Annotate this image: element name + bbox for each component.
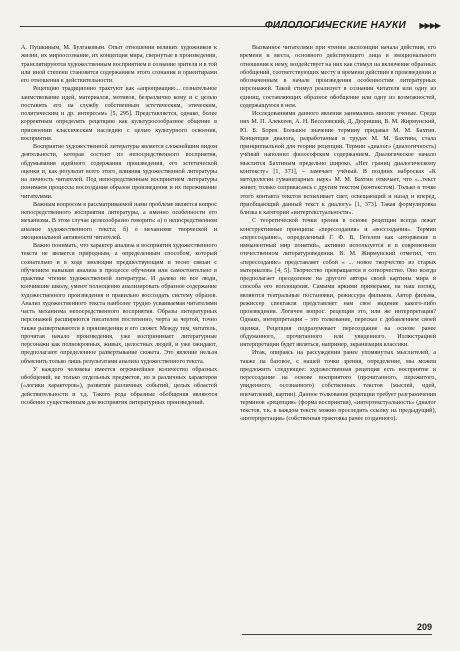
running-header <box>20 20 440 32</box>
paragraph: С теоретической точки зрения в основе рецепции всегда лежат конструктивные принципы «пересоздания» и «воссоздания». Термин «пересоздание», определенный Г. Ф. В. Гегелем как «вторжение в имманентный мир понятий», активно используется и в современном отечественном литературоведении. В. М. Жирмунский отметил, что «пересоздание» представляет собой « ... новое творчество из старых материалов» [4, 5]. Творчество превращается в сотворчество. Оно всегда предполагает преодоление на другого автора своей картины мира и способа его воплощения. Самыми яркими примерами, на наш взгляд, являются театральные постановки, режиссура фильмов. Автор фильма, режиссер спектакля представляет нам свое видение какого-либо произведения. Логичен вопрос: рецепция это, или же интерпретация? Однако, интерпретация – это толкование, пересказ с добавлением своей оценки. Рецепция подразумевает пересоздание на основе ранее обдуманного, прочитанного или увиденного. Иллюстрацией интерпретации будет являться, например, экранизация классики. <box>240 218 436 348</box>
left-column <box>21 44 217 604</box>
paragraph: Исследованиями данного явления занимались многие ученые. Среди них М. П. Алексеев, А. Н. Веселовский, Д. Дюришин, В. М. Жирмунский, Ю. Б. Борев. Большое значение термину придавал М. М. Бахтин. Концепция диалога, разработанная в трудах М. М. Бахтина, стала принципиальной для теории рецепции. Термин «диалог» (диалогичность) учёный наполнил философским содержанием. Диалогическое начало мыслится Бахтиным предельно широко. «Нет границ диалогическому контексту» [1, 371], – замечает учёный. В поздних набросках «К методологии гуманитарных наук» М. М. Бахтин отмечает, что «...текст живет, только соприкасаясь с другим текстом (контекстом). Только в точке этого контакта текстов вспыхивает свет, освещающий и назад и вперед, приобщающий данный текст к диалогу» [1, 373]. Такая формулировка близка к категории «интертекстуальности». <box>240 111 436 216</box>
page-number: 209 <box>416 622 432 632</box>
footer-rule <box>242 634 432 635</box>
paragraph: Вызванное читателями при чтении экспозиции начала действия, его времени и места, основного действующего лица и эмоционального отношения к нему, воздействует на них как стимул на включение образных обобщений, соответствующих месту и времени действия в произведении и обозначенным в начале произведения особенностям литературных персонажей. Такой стимул реализует в сознании читателя или одну из единиц, составляющих образное обобщение или одну из возможностей, содержащуюся в нем. <box>240 45 436 109</box>
paragraph: У каждого человека имеется огромнейшее количество образных обобщений, не только отдельных предметов, но и различных характеров («логики характеров»), развития различных событий, целых областей действительности и т.д. Такого рода образные обобщения являются особенно существенным для восприятия литературных произведений. <box>21 366 217 406</box>
paragraph: Рецепцию традиционно трактуют как «апроприацию... сознательное заимствование идей, материалов, мотивов, безразлично кому и с целью поставить его на службу собственным эстетическим, этическим, политическим и др. интересам» [5, 295]. Представляется, однако, более корректным определять рецепцию как культуросообразное общение в присвоении классическим наследию с целью культурного освоения, восприятия. <box>21 86 217 142</box>
paragraph: Итак, опираясь на рассуждения ранее упомянутых мыслителей, а также на базовое, с нашей точки зрения, определение, мы можем предложить следующее: художественная рецепция есть восприятие и пересоздание на основе восприятого (прочитанного, пережитого, увиденного, осознанного) собственных текстов (мыслей, идей, впечатлений, картин). Данное толкование рецепции требует разграничения терминов «рецепция» (форма восприятия), «интертекстуальность» (диалог текстов, т.к. в каждом тексте можно проследить ссылку на предыдущий), «интерпретация» (собственная трактовка ранее созданного). <box>240 350 436 423</box>
paragraph: Важно понимать, что характер анализа и восприятия художественного текста не является природным, а определенным способом, который сознательно и в ходе эволюции предшествующим и тесно связан с обучением навыкам анализа в процессе обучения или самостоятельно в практике чтения художественной литературы. И далеко не все люди, кончившие школу, умеют полноценно анализировать образное содержание художественного произведения и правильно воссоздать систему образов. Анализ художественного текста наиболее трудно усваиваемая читателями часть механизма непосредственного восприятия. Образы литературных персонажей расширяются писателем постепенно, черта за чертой, точно также развертываются в произведении и его сюжет. Между тем, читатель, прочитав начало произведения, уже воспринимает литературные персонажи как полнокровных, живых, целостных людей, и уже ожидают, предполагают определенное развертывание сюжета. Это явление нельзя объяснить только лишь результатами анализа художественного текста. <box>21 243 217 365</box>
journal-section-title: ФИЛОЛОГИЧЕСКИЕ НАУКИ <box>264 20 406 31</box>
right-column <box>240 44 436 604</box>
paragraph: А. Пушкиным, М. Булгаковым. Опыт отношения великих художников к жизни, их мироосознание, их концепция мира, свернутые в произведении, транслятируются художественным восприятием в сознание зрителя и в той или иной степени становятся содержанием этого сознания и ориентирами его отношения к действительности. <box>21 45 217 84</box>
paragraph: Восприятие художественной литературы является сложнейшим видом деятельности, которая состоит из непосредственного восприятия, обдумывания идейного содержания произведения, его эстетической оценки и, как результат всего этого, влияния художественной литературы на личность читателей. Под непосредственным восприятием литературы понимаем процессы воссоздания образов произведения и их переживание читателями. <box>21 144 217 200</box>
paragraph: Важным вопросом в рассматриваемой нами проблеме является вопрос непосредственного восприятия литературы, а именно особенности его механизма. В этом случае целесообразно говорить: а) о непосредственном анализе художественного текста; б) о механизме творческой и эмоциональной активности читателей. <box>21 201 217 241</box>
header-arrows-icon: ▶▶▶▶ <box>419 21 440 30</box>
